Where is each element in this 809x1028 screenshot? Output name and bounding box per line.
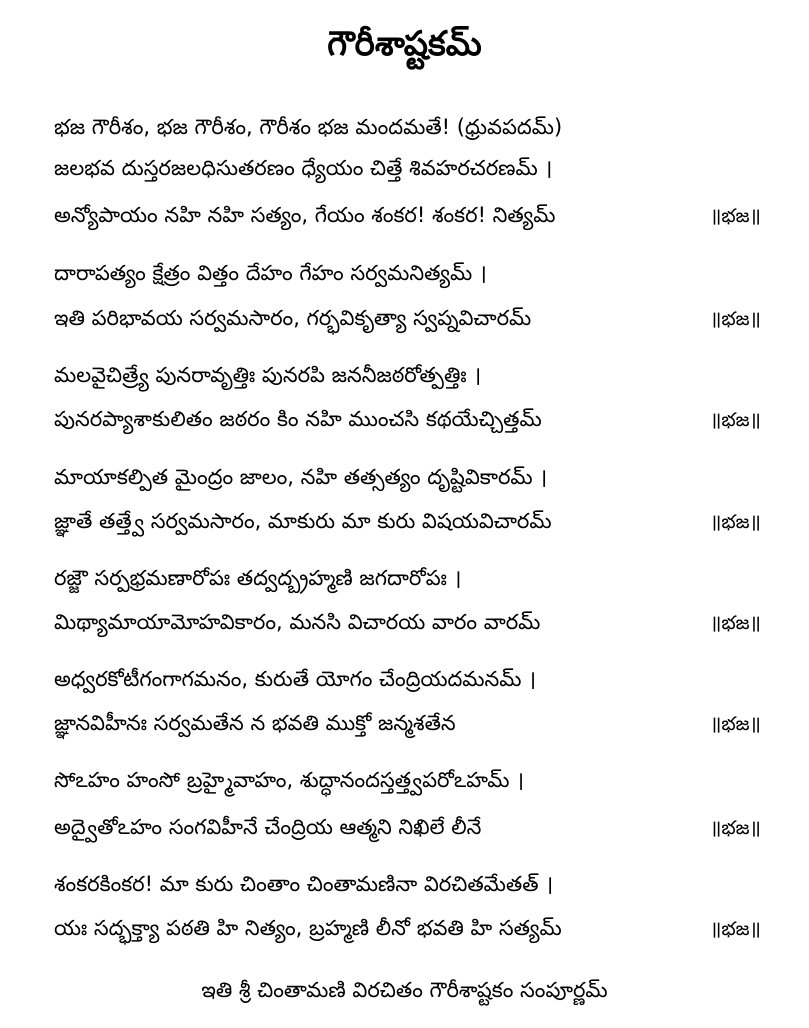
refrain-marker-3: ॥భజ॥	[710, 409, 761, 431]
verse-line-13: జ్ఞానవిహీనః సర్వమతేన న భవతి ముక్తో జన్మశతేన	[54, 711, 456, 735]
verse-line-7: పునరప్యాశాకులితం జఠరం కిం నహి ముంచసి కథయేచ్చిత్తమ్	[54, 407, 542, 431]
verse-line-9: జ్ఞాతే తత్త్వే సర్వమసారం, మాకురు మా కురు విషయవిచారమ్	[54, 509, 552, 533]
verse-line-15: అద్వైతోఽహం సంగవిహీనే చేంద్రియ ఆత్మని నిఖిలే లీనే	[54, 815, 482, 839]
refrain-marker-4: ॥భజ॥	[710, 511, 761, 533]
verse-line-8: మాయాకల్పిత మైంద్రం జాలం, నహి తత్సత్యం దృష్టివికారమ్ ।	[54, 465, 548, 489]
verse-line-14: సోఽహం హంసో బ్రహ్మైవాహం, శుద్ధానందస్తత్త్వపరోఽహమ్ ।	[54, 768, 525, 792]
verse-line-10: రజ్జౌ సర్పభ్రమణారోపః తద్వద్బ్రహ్మణి జగదారోపః ।	[54, 566, 462, 590]
refrain-marker-2: ॥భజ॥	[710, 308, 761, 330]
verse-line-11: మిథ్యామాయామోహవికారం, మనసి విచారయ వారం వారమ్	[54, 610, 541, 634]
colophon: ఇతి శ్రీ చింతామణి విరచితం గౌరీశాష్టకం సంపూర్ణమ్	[201, 978, 608, 1002]
verse-line-12: అధ్వరకోటీగంగాగమనం, కురుతే యోగం చేంద్రియదమనమ్ ।	[54, 667, 537, 691]
refrain-marker-7: ॥భజ॥	[710, 817, 761, 839]
verse-line-16: శంకరకింకర! మా కురు చింతాం చింతామణినా విరచితమేతత్ ।	[54, 872, 554, 896]
refrain-marker-5: ॥భజ॥	[710, 612, 761, 634]
page-title: గౌరీశాష్టకమ్	[327, 24, 482, 64]
verse-line-5: ఇతి పరిభావయ సర్వమసారం, గర్భవికృత్యా స్వప్నవిచారమ్	[54, 306, 532, 330]
verse-line-2: జలభవ దుస్తరజలధిసుతరణం ధ్యేయం చిత్తే శివహరచరణమ్ ।	[54, 156, 553, 180]
refrain-marker-6: ॥భజ॥	[710, 713, 761, 735]
verse-line-4: దారాపత్యం క్షేత్రం విత్తం దేహం గేహం సర్వమనిత్యమ్ ।	[54, 261, 487, 285]
verse-line-3: అన్యోపాయం నహి నహి సత్యం, గేయం శంకర! శంకర! నిత్యమ్	[54, 203, 556, 227]
refrain-marker-8: ॥భజ॥	[710, 918, 761, 940]
refrain-marker-1: ॥భజ॥	[710, 205, 761, 227]
verse-line-1: భజ గౌరీశం, భజ గౌరీశం, గౌరీశం భజ మందమతే! (ధ్రువపదమ్)	[54, 115, 563, 139]
verse-line-17: యః సద్భక్త్యా పఠతి హి నిత్యం, బ్రహ్మణి లీనో భవతి హి సత్యమ్	[54, 916, 562, 940]
verse-line-6: మలవైచిత్ర్యే పునరావృత్తిః పునరపి జననీజఠరోత్పత్తిః ।	[54, 363, 482, 387]
